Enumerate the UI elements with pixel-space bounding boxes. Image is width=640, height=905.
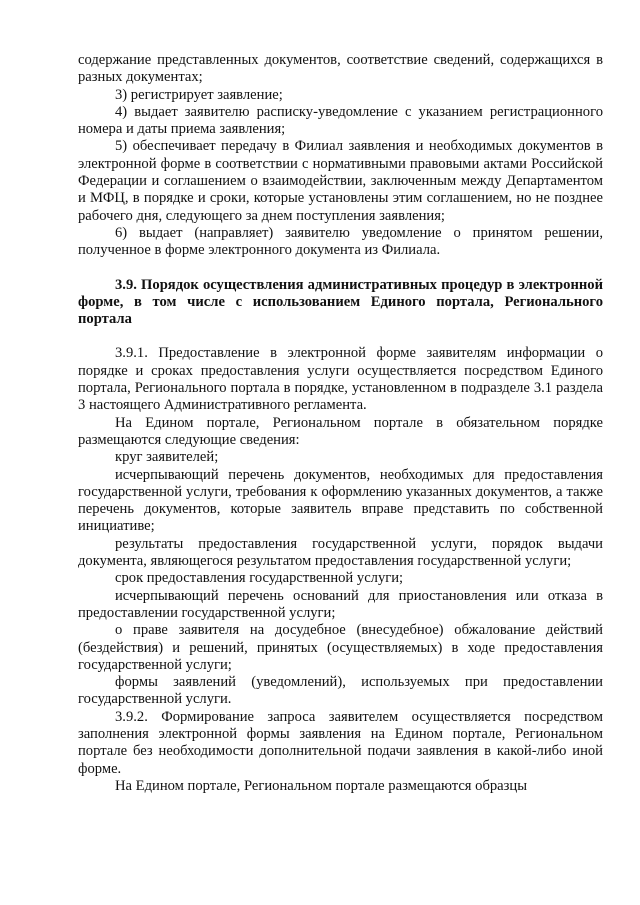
list-item-results: результаты предоставления государственной услуги, порядок выдачи документа, являющегося результатом предоставления государственной услуги; bbox=[78, 535, 603, 570]
list-item-grounds: исчерпывающий перечень оснований для приостановления или отказа в предоставлении государственной услуги; bbox=[78, 587, 603, 621]
document-page bbox=[78, 52, 603, 795]
list-item-5: 5) обеспечивает передачу в Филиал заявления и необходимых документов в электронной форме в соответствии с нормативными правовыми актами Российской Федерации и соглашением о взаимодействии, заключенным между Департаментом и МФЦ, в порядке и сроки, которые установлены этим соглашением, но не позднее рабочего дня, следующего за днем поступления заявления; bbox=[78, 138, 603, 224]
list-item-6: 6) выдает (направляет) заявителю уведомление о принятом решении, полученное в форме электронного документа из Филиала. bbox=[78, 224, 603, 259]
list-item-4: 4) выдает заявителю расписку-уведомление с указанием регистрационного номера и даты приема заявления; bbox=[78, 103, 603, 138]
section-heading-3-9: 3.9. Порядок осуществления административных процедур в электронной форме, в том числе с использованием Единого портала, Регионального портала bbox=[78, 276, 603, 328]
paragraph-portal-info: На Едином портале, Региональном портале в обязательном порядке размещаются следующие сведения: bbox=[78, 414, 603, 448]
list-item-applicants: круг заявителей; bbox=[115, 449, 219, 466]
paragraph-samples: На Едином портале, Региональном портале размещаются образцы bbox=[115, 777, 528, 794]
list-item-documents: исчерпывающий перечень документов, необходимых для предоставления государственной услуги, требования к оформлению указанных документов, а также перечень документов, которые заявитель вправе представить по собственной инициативе; bbox=[78, 466, 603, 535]
paragraph-3-9-1: 3.9.1. Предоставление в электронной форме заявителям информации о порядке и сроках предоставления услуги осуществляется посредством Единого портала, Регионального портала в порядке, установленном в подразделе 3.1 раздела 3 настоящего Административного регламента. bbox=[78, 345, 603, 414]
list-item-forms: формы заявлений (уведомлений), используемых при предоставлении государственной услуги. bbox=[78, 674, 603, 708]
paragraph-3-9-2: 3.9.2. Формирование запроса заявителем осуществляется посредством заполнения электронной формы заявления на Едином портале, Региональном портале без необходимости дополнительной подачи заявления в какой-либо иной форме. bbox=[78, 708, 603, 777]
paragraph-continuation: содержание представленных документов, соответствие сведений, содержащихся в разных документах; bbox=[78, 52, 603, 86]
list-item-appeal: о праве заявителя на досудебное (внесудебное) обжалование действий (бездействия) и решений, принятых (осуществляемых) в ходе предоставления государственной услуги; bbox=[78, 622, 603, 673]
list-item-3: 3) регистрирует заявление; bbox=[115, 86, 283, 103]
list-item-term: срок предоставления государственной услуги; bbox=[115, 570, 404, 587]
